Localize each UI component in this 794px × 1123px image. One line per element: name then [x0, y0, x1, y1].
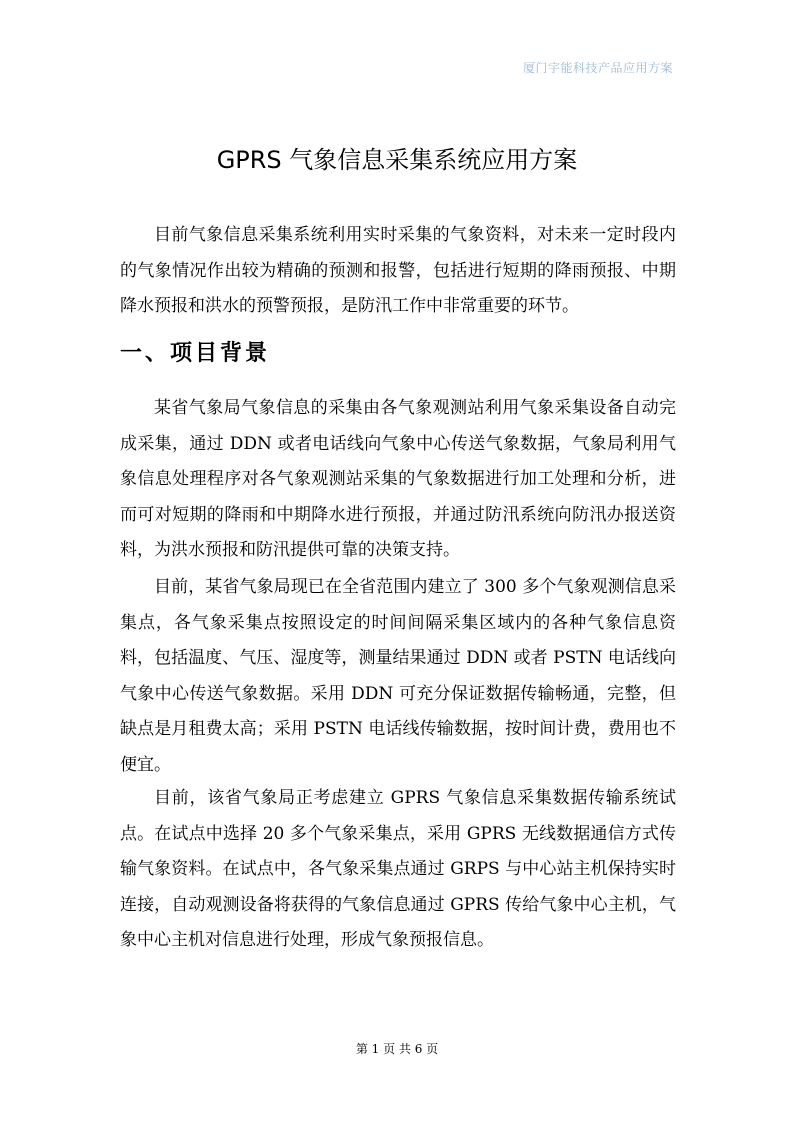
background-paragraph-1: 某省气象局气象信息的采集由各气象观测站利用气象采集设备自动完成采集，通过 DDN 或者电话线向气象中心传送气象数据，气象局利用气象信息处理程序对各气象观测站采集的气象数据进行加工处理和分析，进而可对短期的降雨和中期降水进行预报，并通过防汛系统向防汛办报送资料，为洪水预报和防汛提供可靠的决策支持。: [120, 398, 676, 561]
section-heading-background: 一、项目背景: [120, 341, 271, 366]
background-paragraph-2: 目前，某省气象局现已在全省范围内建立了 300 多个气象观测信息采集点，各气象采集点按照设定的时间间隔采集区域内的各种气象信息资料，包括温度、气压、湿度等，测量结果通过 DDN 或者 PSTN 电话线向气象中心传送气象数据。采用 DDN 可充分保证数据传输畅通，完整，但缺点是月租费太高；采用 PSTN 电话线传输数据，按时间计费，费用也不便宜。: [120, 577, 676, 775]
header-company-note: 厦门宇能科技产品应用方案: [522, 61, 673, 75]
intro-paragraph: 目前气象信息采集系统利用实时采集的气象资料，对未来一定时段内的气象情况作出较为精确的预测和报警，包括进行短期的降雨预报、中期降水预报和洪水的预警预报，是防汛工作中非常重要的环节。: [120, 225, 676, 317]
page-number-footer: 第 1 页 共 6 页: [355, 1042, 439, 1056]
document-title: GPRS 气象信息采集系统应用方案: [216, 146, 578, 174]
background-paragraph-3: 目前，该省气象局正考虑建立 GPRS 气象信息采集数据传输系统试点。在试点中选择 20 多个气象采集点，采用 GPRS 无线数据通信方式传输气象资料。在试点中，各气象采集点通过 GRPS 与中心站主机保持实时连接，自动观测设备将获得的气象信息通过 GPRS 传给气象中心主机，气象中心主机对信息进行处理，形成气象预报信息。: [120, 788, 676, 951]
